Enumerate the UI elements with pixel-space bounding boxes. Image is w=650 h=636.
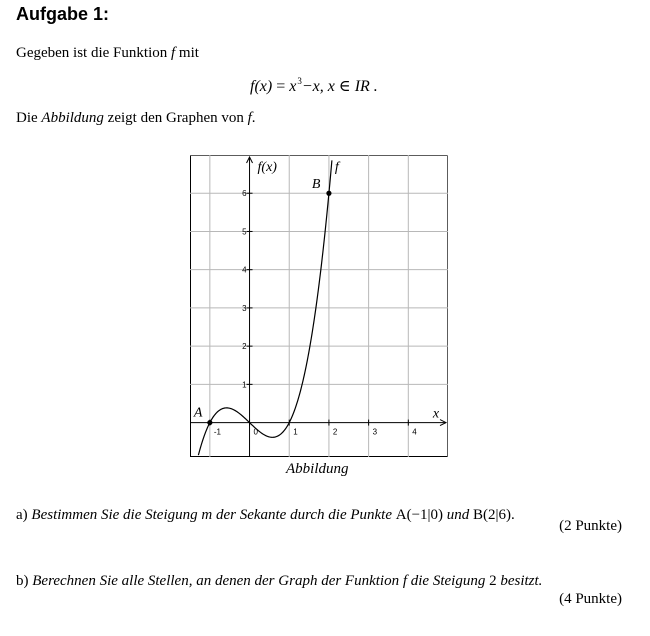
task-a-points: (2 Punkte) (559, 518, 622, 534)
point-a (207, 420, 212, 425)
formula-lhs: f(x) (250, 78, 273, 95)
intro-function-symbol: f (170, 45, 176, 61)
x-tick-label: 4 (412, 427, 417, 437)
formula-rest: −x, x ∈ IR . (301, 78, 378, 95)
y-tick-label: 1 (242, 380, 247, 390)
description-paragraph (16, 110, 256, 127)
task-a-end: . (511, 507, 515, 523)
curve-label: f (334, 160, 339, 175)
task-a (16, 507, 515, 524)
task-a-text: Bestimmen Sie die Steigung m der Sekante durch die Punkte (27, 507, 396, 523)
y-tick-label: 2 (242, 342, 247, 352)
y-axis-label: f(x) (257, 160, 277, 175)
description-text-middle: zeigt den Graphen von (103, 110, 248, 126)
task-a-joiner: und (443, 507, 474, 523)
intro-text-after: mit (175, 45, 199, 61)
description-function-symbol: f (247, 110, 252, 126)
y-tick-label: 4 (242, 265, 247, 275)
description-text-after: . (251, 110, 256, 126)
point-label-b: B (311, 177, 321, 193)
intro-paragraph (16, 45, 199, 62)
formula-exponent: 3 (297, 76, 302, 86)
figure-caption: Abbildung (286, 461, 349, 477)
task-heading: Aufgabe 1: (16, 4, 110, 24)
task-b-label: b) (16, 573, 29, 589)
task-a-label: a) (16, 507, 28, 523)
point-label-a: A (193, 405, 203, 421)
formula-base: x (289, 78, 297, 95)
x-tick-label: 0 (253, 427, 258, 437)
plot-frame (191, 156, 448, 457)
x-tick-label: 1 (293, 427, 298, 437)
y-tick-label: 3 (242, 303, 247, 313)
x-tick-label: -1 (213, 427, 221, 437)
task-b-text-before: Berechnen Sie alle Stellen, an denen der Graph der Funktion f die Steigung (28, 573, 490, 589)
function-definition: $f(x) = x^3-x$, x ∈ IR . (250, 76, 378, 95)
task-b (16, 573, 542, 590)
y-tick-label: 6 (242, 189, 247, 199)
function-graph (190, 155, 448, 457)
x-tick-label: 3 (372, 427, 378, 437)
task-b-points: (4 Punkte) (559, 591, 622, 607)
description-emphasis: Abbildung (41, 110, 104, 126)
task-b-value: 2 (489, 573, 497, 589)
y-tick-label: 5 (242, 227, 247, 237)
task-a-point-b: B(2|6) (473, 507, 512, 523)
description-text-before: Die (16, 110, 42, 126)
x-tick-label: 2 (332, 427, 338, 437)
task-a-point-a: A(−1|0) (395, 507, 444, 523)
x-axis-label: x (432, 406, 440, 422)
task-b-text-after: besitzt. (496, 573, 543, 589)
intro-text-before: Gegeben ist die Funktion (16, 45, 171, 61)
point-b (326, 191, 331, 196)
